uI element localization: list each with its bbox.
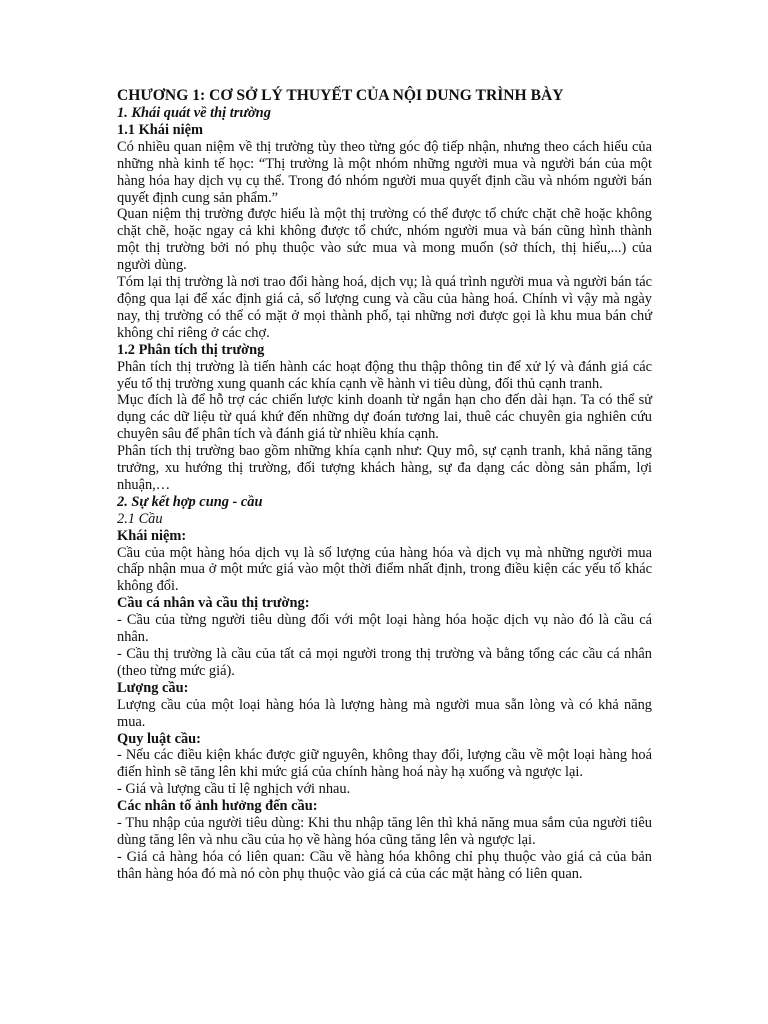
paragraph: Phân tích thị trường là tiến hành các hoạt động thu thập thông tin để xử lý và đánh giá các yếu tố thị trường xung quanh các khía cạnh về hành vi tiêu dùng, đối thủ cạnh tranh. — [117, 358, 652, 392]
subsection-heading: 1.2 Phân tích thị trường — [117, 341, 265, 358]
section-heading: 1. Khái quát về thị trường — [117, 105, 271, 121]
bullet-paragraph: - Cầu của từng người tiêu dùng đối với một loại hàng hóa hoặc dịch vụ nào đó là cầu cá nhân. — [117, 612, 652, 646]
term-heading: Quy luật cầu: — [117, 730, 201, 747]
bullet-paragraph: - Cầu thị trường là cầu của tất cả mọi người trong thị trường và bằng tổng các cầu cá nhân (theo từng mức giá). — [117, 646, 652, 679]
paragraph: Quan niệm thị trường được hiểu là một thị trường có thể được tổ chức chặt chẽ hoặc không chặt chẽ, hoặc ngay cả khi không được tổ chức, nhóm người mua và bán cũng hình thành một thị trường bởi nó phụ thuộc vào sức mua và mong muốn (sở thích, thị hiếu,...) của người dùng. — [117, 206, 652, 274]
document-page — [117, 86, 652, 883]
paragraph: Lượng cầu của một loại hàng hóa là lượng hàng mà người mua sẵn lòng và có khả năng mua. — [117, 696, 652, 730]
bullet-paragraph: - Nếu các điều kiện khác được giữ nguyên, không thay đổi, lượng cầu về một loại hàng hoá điển hình sẽ tăng lên khi mức giá của chính hàng hoá này hạ xuống và ngược lại. — [117, 747, 652, 781]
paragraph: Có nhiều quan niệm về thị trường tùy theo từng góc độ tiếp nhận, nhưng theo cách hiểu của những nhà kinh tế học: “Thị trường là một nhóm những người mua và người bán của một hàng hóa hay dịch vụ cụ thể. Trong đó nhóm người mua quyết định cầu và nhóm người bán quyết định cung sản phẩm.” — [117, 138, 652, 206]
bullet-paragraph: - Giá cả hàng hóa có liên quan: Cầu về hàng hóa không chỉ phụ thuộc vào giá cả của bản thân hàng hóa đó mà nó còn phụ thuộc vào giá cả của các mặt hàng có liên quan. — [117, 848, 652, 882]
bullet-paragraph: - Giá và lượng cầu tỉ lệ nghịch với nhau. — [117, 781, 351, 798]
paragraph: Tóm lại thị trường là nơi trao đổi hàng hoá, dịch vụ; là quá trình người mua và người bán tác động qua lại để xác định giá cả, số lượng cung và cầu của hàng hoá. Chính vì vậy mà ngày nay, thị trường có thể có mặt ở mọi thành phố, tại những nơi được gọi là khu mua bán chứ không chỉ riêng ở các chợ. — [117, 274, 652, 341]
term-heading: Lượng cầu: — [117, 679, 189, 696]
paragraph: Phân tích thị trường bao gồm những khía cạnh như: Quy mô, sự cạnh tranh, khả năng tăng trưởng, xu hướng thị trường, đối tượng khách hàng, sự đa dạng các dòng sản phẩm, lợi nhuận,… — [117, 443, 652, 493]
term-heading: Khái niệm: — [117, 527, 187, 544]
chapter-title: CHƯƠNG 1: CƠ SỞ LÝ THUYẾT CỦA NỘI DUNG TRÌNH BÀY — [117, 87, 564, 104]
bullet-paragraph: - Thu nhập của người tiêu dùng: Khi thu nhập tăng lên thì khả năng mua sắm của người tiêu dùng tăng lên và nhu cầu của họ về hàng hóa cũng tăng lên và ngược lại. — [117, 815, 652, 848]
subsection-heading: 2.1 Cầu — [117, 510, 163, 527]
section-heading: 2. Sự kết hợp cung - cầu — [117, 493, 263, 510]
paragraph: Cầu của một hàng hóa dịch vụ là số lượng của hàng hóa và dịch vụ mà những người mua chấp nhận mua ở một mức giá vào một thời điểm nhất định, trong điều kiện các yếu tố khác không đổi. — [117, 544, 652, 595]
subsection-heading: 1.1 Khái niệm — [117, 121, 203, 138]
term-heading: Cầu cá nhân và cầu thị trường: — [117, 595, 310, 612]
term-heading: Các nhân tố ảnh hưởng đến cầu: — [117, 798, 318, 815]
paragraph: Mục đích là để hỗ trợ các chiến lược kinh doanh từ ngắn hạn cho đến dài hạn. Ta có thể sử dụng các dữ liệu từ quá khứ đến những dự đoán tương lai, thuê các chuyên gia nghiên cứu chuyên sâu để phân tích và đánh giá từ nhiều khía cạnh. — [117, 392, 652, 443]
